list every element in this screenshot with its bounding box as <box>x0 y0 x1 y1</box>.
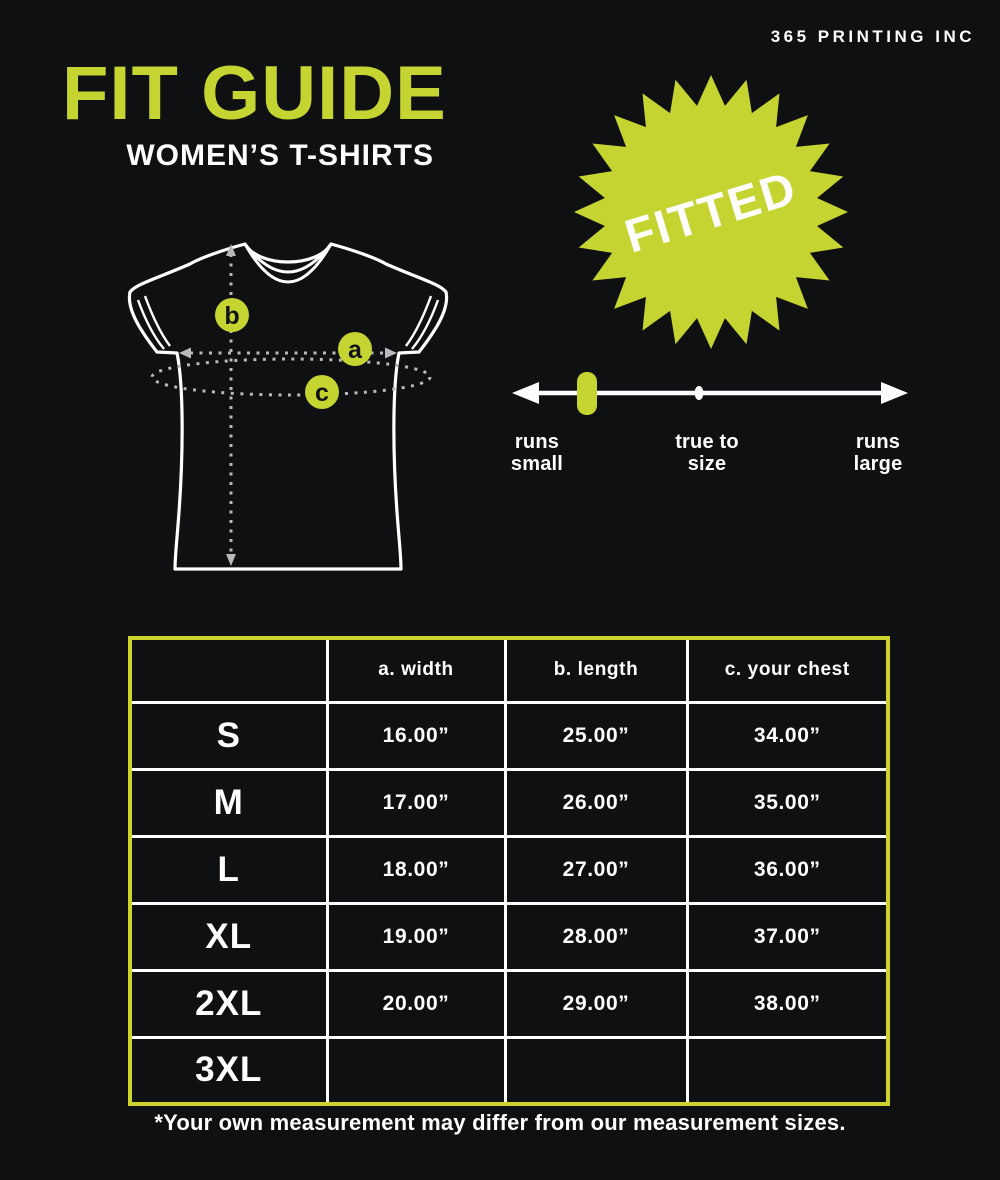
header-size-col <box>130 638 327 702</box>
true-to-size-dot <box>695 386 704 400</box>
fit-position-marker <box>577 372 597 415</box>
footnote: *Your own measurement may differ from our measurement sizes. <box>154 1110 846 1135</box>
svg-text:c: c <box>315 379 329 407</box>
length-value <box>505 1037 687 1104</box>
size-label: 2XL <box>130 970 327 1037</box>
width-value: 16.00” <box>327 702 505 769</box>
scale-label-true-to-size: true to size <box>675 431 739 476</box>
width-value <box>327 1037 505 1104</box>
table-row-m <box>130 769 888 836</box>
scale-arrow-right <box>881 382 908 404</box>
tshirt-diagram <box>118 222 462 584</box>
scale-label-runs-large: runs large <box>853 431 903 476</box>
table-row-s <box>130 702 888 769</box>
header-row <box>130 638 888 702</box>
fitted-badge <box>563 62 863 362</box>
fit-scale <box>498 368 922 424</box>
header-length-col: b. length <box>505 638 687 702</box>
page-subtitle: WOMEN’S T-SHIRTS <box>126 139 434 173</box>
width-arrow-left <box>179 348 191 359</box>
size-label: S <box>130 702 327 769</box>
scale-label-runs-small: runs small <box>510 431 564 476</box>
table-row-2xl <box>130 970 888 1037</box>
length-arrow-bottom <box>226 554 236 566</box>
chest-value: 38.00” <box>687 970 888 1037</box>
left-sleeve-stitch <box>138 296 170 349</box>
width-arrow-right <box>385 348 397 359</box>
width-value: 19.00” <box>327 903 505 970</box>
title-block <box>62 51 447 173</box>
length-value: 29.00” <box>505 970 687 1037</box>
marker-a-badge <box>338 332 372 366</box>
svg-text:a: a <box>348 336 362 364</box>
right-sleeve-stitch <box>406 296 438 349</box>
size-label: L <box>130 836 327 903</box>
header-width-col: a. width <box>327 638 505 702</box>
width-value: 20.00” <box>327 970 505 1037</box>
length-value: 26.00” <box>505 769 687 836</box>
chest-value: 36.00” <box>687 836 888 903</box>
scale-arrow-left <box>512 382 539 404</box>
size-chart <box>128 636 890 1106</box>
tshirt-outline <box>129 244 446 569</box>
header-chest-col: c. your chest <box>687 638 888 702</box>
marker-b-badge <box>215 298 249 332</box>
length-value: 27.00” <box>505 836 687 903</box>
length-value: 25.00” <box>505 702 687 769</box>
length-value: 28.00” <box>505 903 687 970</box>
brand-text: 365 PRINTING INC <box>770 27 975 46</box>
collar-band-outer <box>245 244 331 272</box>
table-row-l <box>130 836 888 903</box>
width-value: 17.00” <box>327 769 505 836</box>
chest-ellipse-measure-c <box>152 359 430 395</box>
size-label: 3XL <box>130 1037 327 1104</box>
chest-value: 34.00” <box>687 702 888 769</box>
marker-c-badge <box>305 375 339 409</box>
width-value: 18.00” <box>327 836 505 903</box>
chest-value <box>687 1037 888 1104</box>
page-title: FIT GUIDE <box>62 51 447 136</box>
fitted-badge-label: FITTED <box>618 160 803 263</box>
size-chart-table <box>128 636 890 1106</box>
table-row-3xl <box>130 1037 888 1104</box>
chest-value: 37.00” <box>687 903 888 970</box>
table-row-xl <box>130 903 888 970</box>
chest-value: 35.00” <box>687 769 888 836</box>
svg-text:b: b <box>224 302 240 330</box>
size-label: M <box>130 769 327 836</box>
size-label: XL <box>130 903 327 970</box>
